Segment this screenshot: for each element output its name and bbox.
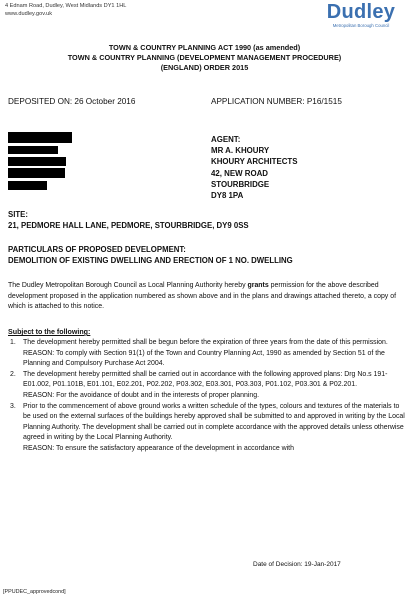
condition-text: The development hereby permitted shall be carried out in accordance with the following approved plans: Drg No.s 191-E01.002, P01.101B, E01.101, E02.201, P02.202, P03.302, E03.301, P03.303, P01.102, P03.301 & P02.201. [23, 370, 388, 389]
condition-number: 1. [10, 339, 16, 346]
application-number: APPLICATION NUMBER: P16/1515 [211, 97, 342, 106]
address-line: 4 Ednam Road, Dudley, West Midlands DY1 1HL [5, 3, 127, 9]
condition-item [8, 402, 406, 455]
development-description: DEMOLITION OF EXISTING DWELLING AND ERECTION OF 1 NO. DWELLING [8, 255, 293, 265]
council-logo [316, 1, 406, 28]
act-title [0, 43, 409, 74]
agent-heading: AGENT: [211, 135, 241, 144]
conditions-list [8, 338, 406, 455]
act-line-1: TOWN & COUNTRY PLANNING ACT 1990 (as amended) [108, 43, 301, 52]
logo-name: Dudley [326, 1, 396, 23]
condition-reason: REASON: To ensure the satisfactory appearance of the development in accordance with [23, 444, 294, 452]
condition-reason: REASON: To comply with Section 91(1) of the Town and Country Planning Act, 1990 as amended by Section 51 of the Planning and Compulsory Purchase Act 2004. [23, 349, 385, 368]
footer-code: [PPUDEC_approvedcond] [3, 589, 66, 595]
development-block [8, 245, 293, 267]
grant-paragraph [8, 281, 406, 313]
redaction-block [8, 181, 47, 190]
redaction-block [8, 146, 58, 154]
site-address: 21, PEDMORE HALL LANE, PEDMORE, STOURBRIDGE, DY9 0SS [8, 220, 249, 230]
development-heading: PARTICULARS OF PROPOSED DEVELOPMENT: [8, 245, 186, 254]
site-heading: SITE: [8, 210, 28, 219]
condition-text: Prior to the commencement of above ground works a written schedule of the types, colours and textures of the materials to be used on the external surfaces of the buildings hereby approved shall be submitted to and approved in writing by the Local Planning Authority. The development shall be carried out in complete accordance with the approved details unless otherwise agreed in writing by the Local Planning Authority. [23, 402, 405, 442]
grant-text: The Dudley Metropolitan Borough Council as Local Planning Authority hereby [8, 282, 248, 289]
redaction-block [8, 132, 72, 143]
grant-text: permission for the above described development proposed in the application numbered as shown above and in the plans and drawings attached thereto, a copy of which is attached to this notice. [8, 282, 396, 310]
council-address [5, 3, 126, 18]
conditions-heading: Subject to the following: [8, 328, 91, 336]
redaction-block [8, 168, 65, 178]
act-line-3: (ENGLAND) ORDER 2015 [160, 63, 249, 73]
redaction-block [8, 157, 66, 166]
grant-keyword: grants [247, 282, 269, 289]
deposited-date: DEPOSITED ON: 26 October 2016 [8, 97, 136, 106]
agent-line: DY8 1PA [211, 191, 244, 201]
act-line-2: TOWN & COUNTRY PLANNING (DEVELOPMENT MANAGEMENT PROCEDURE) [67, 53, 342, 63]
agent-line: STOURBRIDGE [211, 179, 270, 189]
condition-item [8, 338, 406, 370]
site-block [8, 210, 249, 232]
website-line: www.dudley.gov.uk [5, 10, 53, 17]
agent-line: MR A. KHOURY [211, 146, 270, 156]
logo-subtitle: Metropolitan Borough Council [332, 23, 390, 28]
agent-block [211, 134, 298, 201]
condition-text: The development hereby permitted shall be begun before the expiration of three years from the date of this permission. [23, 339, 388, 346]
condition-item [8, 370, 406, 402]
condition-reason: REASON: For the avoidance of doubt and in the interests of proper planning. [23, 391, 260, 399]
condition-number: 3. [10, 402, 16, 410]
agent-line: KHOURY ARCHITECTS [211, 157, 298, 167]
decision-date: Date of Decision: 19-Jan-2017 [253, 561, 341, 568]
agent-line: 42, NEW ROAD [211, 168, 268, 178]
condition-number: 2. [10, 370, 16, 378]
